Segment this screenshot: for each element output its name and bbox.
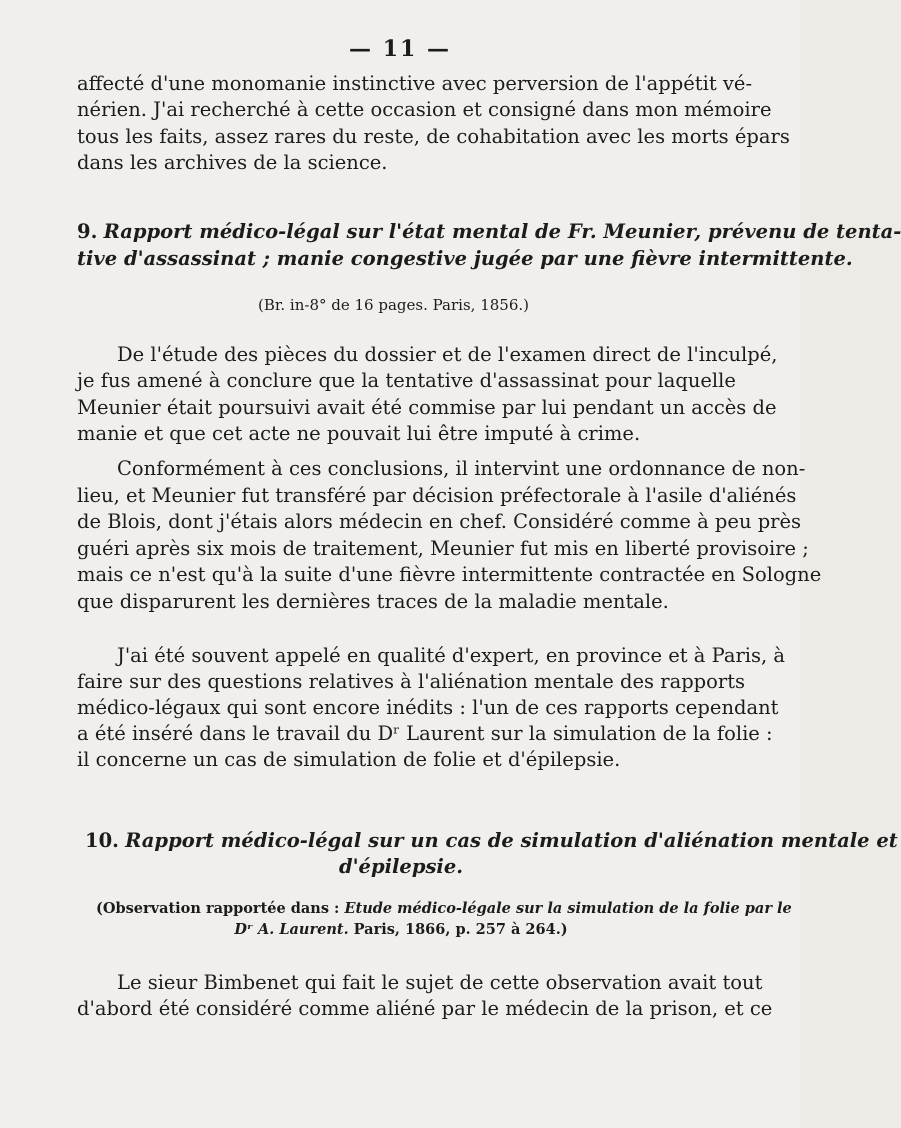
text-line: J'ai été souvent appelé en qualité d'expert, en province et à Paris, à xyxy=(117,644,786,667)
item-10-number: 10. xyxy=(85,829,119,852)
item-9-title-line-2: tive d'assassinat ; manie congestive jugée par une fièvre intermittente. xyxy=(77,247,853,270)
text-line: médico-légaux qui sont encore inédits : l'un de ces rapports cependant xyxy=(77,696,779,719)
text-line: il concerne un cas de simulation de folie et d'épilepsie. xyxy=(77,748,621,771)
text-line: Meunier était poursuivi avait été commise par lui pendant un accès de xyxy=(77,396,777,419)
item-10-heading xyxy=(85,829,898,853)
text-line: Conformément à ces conclusions, il intervint une ordonnance de non- xyxy=(117,457,806,480)
item-10-heading-line-2 xyxy=(77,855,725,879)
item-9-source: (Br. in-8° de 16 pages. Paris, 1856.) xyxy=(258,296,529,314)
text-line: dans les archives de la science. xyxy=(77,151,388,174)
text-line: a été inséré dans le travail du Dʳ Laurent sur la simulation de la folie : xyxy=(77,722,773,745)
item-9-number: 9. xyxy=(77,220,98,243)
text-line: faire sur des questions relatives à l'aliénation mentale des rapports xyxy=(77,670,746,693)
item-9-heading-line-2 xyxy=(77,247,853,271)
page-number: — 11 — xyxy=(349,36,451,62)
item-10-source-rest: Paris, 1866, p. 257 à 264.) xyxy=(348,921,568,938)
item-10-source-author: Dʳ A. Laurent. xyxy=(234,921,349,938)
text-line: tous les faits, assez rares du reste, de cohabitation avec les morts épars xyxy=(77,125,790,148)
text-line: Le sieur Bimbenet qui fait le sujet de cette observation avait tout xyxy=(117,971,763,994)
text-line: mais ce n'est qu'à la suite d'une fièvre intermittente contractée en Sologne xyxy=(77,563,822,586)
text-line: affecté d'une monomanie instinctive avec perversion de l'appétit vé- xyxy=(77,72,753,95)
text-line: guéri après six mois de traitement, Meunier fut mis en liberté provisoire ; xyxy=(77,537,809,560)
text-line: manie et que cet acte ne pouvait lui être imputé à crime. xyxy=(77,422,641,445)
item-9-heading xyxy=(77,220,901,244)
item-10-source-prefix: (Observation rapportée dans : xyxy=(96,900,345,917)
item-10-title-line-2: d'épilepsie. xyxy=(338,855,464,878)
item-9-title-line-1: Rapport médico-légal sur l'état mental de Fr. Meunier, prévenu de tenta- xyxy=(103,220,901,243)
item-10-title-line-1: Rapport médico-légal sur un cas de simulation d'aliénation mentale et xyxy=(125,829,898,852)
text-line: de Blois, dont j'étais alors médecin en chef. Considéré comme à peu près xyxy=(77,510,802,533)
text-line: d'abord été considéré comme aliéné par le médecin de la prison, et ce xyxy=(77,997,773,1020)
text-line: je fus amené à conclure que la tentative d'assassinat pour laquelle xyxy=(77,369,736,392)
text-line: lieu, et Meunier fut transféré par décision préfectorale à l'asile d'aliénés xyxy=(77,484,797,507)
text-line: De l'étude des pièces du dossier et de l'examen direct de l'inculpé, xyxy=(117,343,778,366)
text-line: nérien. J'ai recherché à cette occasion et consigné dans mon mémoire xyxy=(77,98,772,121)
text-line: que disparurent les dernières traces de la maladie mentale. xyxy=(77,590,669,613)
item-10-source-title: Etude médico-légale sur la simulation de la folie par le xyxy=(344,900,792,917)
item-10-source-line-2 xyxy=(77,918,725,942)
